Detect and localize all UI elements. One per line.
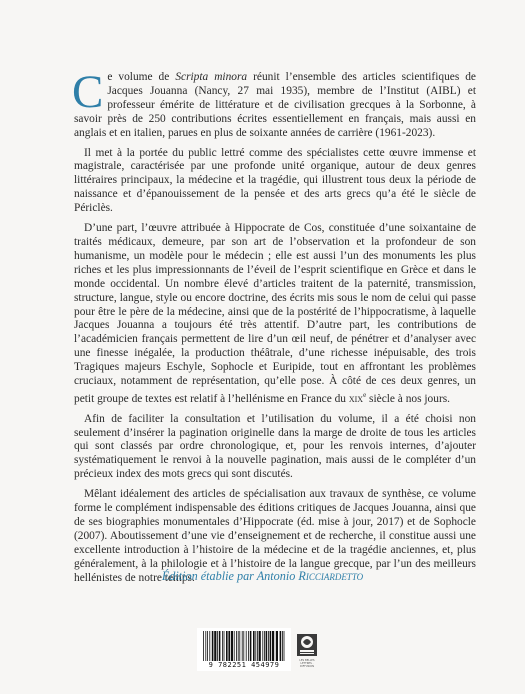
barcode-bar (222, 631, 223, 661)
barcode-bar (276, 631, 278, 661)
barcode-bar (272, 631, 274, 661)
isbn-barcode (197, 628, 291, 671)
drop-cap: C (72, 66, 104, 118)
barcode-bar (268, 631, 269, 661)
barcode-bar (262, 631, 263, 661)
barcode-bar (259, 631, 261, 661)
barcode-bar (282, 631, 283, 661)
barcode-bar (203, 631, 204, 661)
publisher-logo-icon (296, 633, 318, 657)
barcode-bar (231, 631, 233, 661)
barcode-bar (209, 631, 210, 661)
paragraph-4: Afin de faciliter la consultation et l’utilisation du volume, il a été choisi non seulement d’insérer la pagination originelle dans la marge de droite de tous les articles qui sont classés par ordre chronologique, et, pour les renvois internes, d’ajouter systématiquement le renvoi à la nouvelle pagination, mais aussi de le compléter d’un précieux index des mots grecs qui sont discutés. (74, 412, 476, 481)
barcode-bar (239, 631, 240, 661)
barcode-bar (228, 631, 230, 661)
barcode-bar (226, 631, 228, 661)
barcode-bar (266, 631, 268, 661)
paragraph-1: Ce volume de Scripta minora réunit l’ensemble des articles scientifiques de Jacques Jouanna (Nancy, 27 mai 1935), membre de l’Institut (AIBL) et professeur émérite de littérature et de civilisation grecques à la Sorbonne, à savoir près de 250 contributions écrites essentiellement en français, mais aussi en anglais et en italien, parues en plus de soixante années de carrière (1961-2023). (72, 66, 476, 139)
barcode-bar (236, 631, 237, 661)
barcode-bar (270, 631, 272, 661)
barcode-bar (284, 631, 285, 661)
barcode-bar (212, 631, 214, 661)
barcode-bar (234, 631, 235, 661)
publisher-logo-text: LES BELLES LETTRES · DIFFUSION (299, 659, 315, 668)
barcode-bar (214, 631, 216, 661)
barcode-bar (264, 631, 265, 661)
barcode-bar (238, 631, 239, 661)
paragraph-3: D’une part, l’œuvre attribuée à Hippocrate de Cos, constituée d’une soixantaine de traités médicaux, demeure, par son art de l’observation et la profondeur de son humanisme, un modèle pour le médecin ; elle est aussi l’un des monuments les plus riches et les plus impressionnants de l’éveil de l’esprit scientifique en Grèce et dans le monde occidental. Un nombre élevé d’articles traitent de la paternité, transmission, structure, langue, style ou encore doctrine, des écrits mis sous le nom de celui qui passe pour être le père de la médecine, ainsi que de la postérité de l’hippocratisme, à laquelle Jacques Jouanna a toujours été très attentif. D’autre part, les contributions de l’académicien français permettent de lire d’un œil neuf, de pénétrer et d’analyser avec une finesse inégalée, la production théâtrale, d’une richesse inépuisable, des trois Tragiques majeurs Eschyle, Sophocle et Euripide, tout en affrontant les problèmes cruciaux, notamment de représentation, qu’elle pose. À côté de ces deux genres, un petit groupe de textes est relatif à l’hellénisme en France du xix$^e$ siècle à nos jours. (74, 222, 476, 405)
century-numeral: xix (348, 392, 364, 405)
barcode-bar (280, 631, 282, 661)
editor-credit: Édition établie par Antonio Ricciardetto (161, 569, 364, 583)
editor-name: Ricciardetto (298, 569, 364, 583)
barcode-bar (257, 631, 258, 661)
book-title: Scripta minora (175, 71, 248, 83)
barcode-bar (242, 631, 243, 661)
barcode-bar (217, 631, 218, 661)
barcode-bar (224, 631, 225, 661)
barcode-bar (253, 631, 255, 661)
paragraph-2: Il met à la portée du public lettré comme des spécialistes cette œuvre immense et magistrale, caractérisée par une profonde unité organique, autour de deux genres littéraires principaux, la médecine et la tragédie, qui illustrent tous deux la période de naissance et d’épanouissement de la pensée et des arts grecs qu’a été le siècle de Périclès. (74, 146, 476, 215)
barcode-bar (246, 631, 247, 661)
barcode-bar (205, 631, 206, 661)
barcode-bars (201, 631, 287, 661)
barcode-bar (250, 631, 252, 661)
paragraph-5: Mêlant idéalement des articles de spécialisation aux travaux de synthèse, ce volume forme le complément indispensable des éditions critiques de Jacques Jouanna, ainsi que de ses biographies monumentales d’Hippocrate (éd. mise à jour, 2017) et de Sophocle (2007). Aboutissement d’une vie d’enseignement et de recherche, il constitue aussi une excellente introduction à l’histoire de la médecine et de la tragédie anciennes, et, plus généralement, à la philologie et à l’histoire de la langue grecque, par l’un des meilleurs hellénistes de notre temps. (74, 488, 476, 584)
barcode-bar (255, 631, 256, 661)
barcode-bar (219, 631, 221, 661)
barcode-bar (248, 631, 249, 661)
blurb (72, 66, 476, 592)
barcode-bar (243, 631, 244, 661)
barcode-bar (207, 631, 208, 661)
isbn-number: 9 782251 454979 (208, 661, 280, 669)
